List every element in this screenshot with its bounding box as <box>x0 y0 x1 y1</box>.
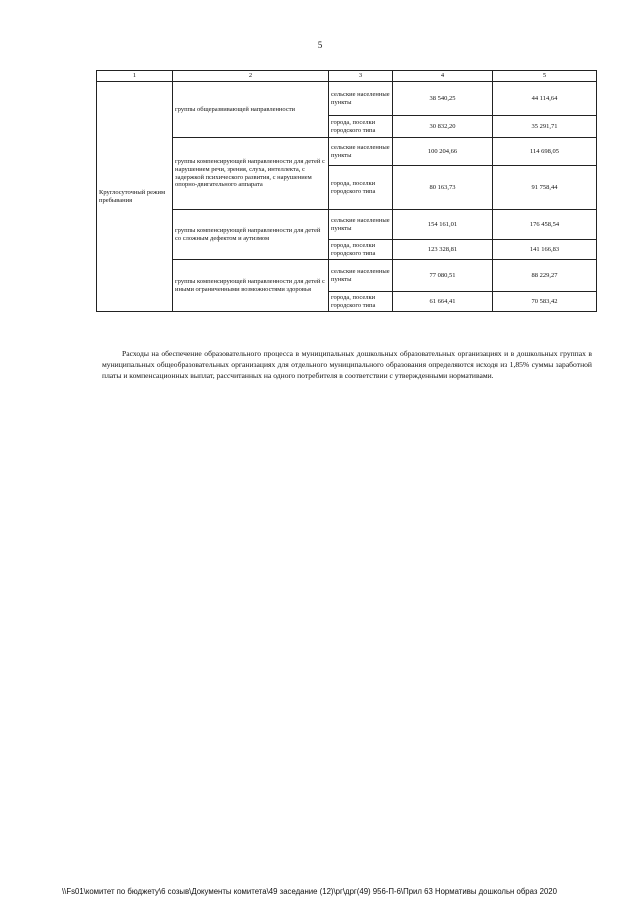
header-col-3: 3 <box>329 71 393 82</box>
header-col-5: 5 <box>493 71 597 82</box>
value-col5: 141 166,83 <box>493 240 597 260</box>
mode-cell: Круглосуточный режим пребывания <box>97 82 173 312</box>
value-col5: 44 114,64 <box>493 82 597 116</box>
value-col5: 114 698,05 <box>493 138 597 166</box>
header-col-4: 4 <box>393 71 493 82</box>
group-name: группы компенсирующей направленности для детей со сложным дефектом и аутизмом <box>173 210 329 260</box>
group-name: группы общеразвивающей направленности <box>173 82 329 138</box>
header-col-2: 2 <box>173 71 329 82</box>
norms-table <box>96 70 597 312</box>
locality-cell: сельские населенные пункты <box>329 210 393 240</box>
value-col5: 176 458,54 <box>493 210 597 240</box>
body-paragraph: Расходы на обеспечение образовательного процесса в муниципальных дошкольных образовательных организациях и в дошкольных группах в муниципальных общеобразовательных организациях для отдельного муниципального образования определяются исходя из 1,85% суммы заработной платы и компенсационных выплат, рассчитанных на одного потребителя в соответствии с утвержденными нормативами. <box>102 349 592 380</box>
value-col4: 77 080,51 <box>393 260 493 292</box>
locality-cell: города, поселки городского типа <box>329 166 393 210</box>
value-col4: 80 163,73 <box>393 166 493 210</box>
group-name: группы компенсирующей направленности для детей с иными ограниченными возможностями здоровья <box>173 260 329 312</box>
value-col4: 123 328,81 <box>393 240 493 260</box>
locality-cell: города, поселки городского типа <box>329 292 393 312</box>
group-name: группы компенсирующей направленности для детей с нарушением речи, зрения, слуха, интеллекта, с задержкой психического развития, с нарушением опорно-двигательного аппарата <box>173 138 329 210</box>
value-col5: 91 758,44 <box>493 166 597 210</box>
table-header-row <box>97 71 597 82</box>
value-col4: 154 161,01 <box>393 210 493 240</box>
locality-cell: сельские населенные пункты <box>329 260 393 292</box>
value-col4: 100 204,66 <box>393 138 493 166</box>
value-col5: 35 291,71 <box>493 116 597 138</box>
header-col-1: 1 <box>97 71 173 82</box>
locality-cell: сельские населенные пункты <box>329 138 393 166</box>
locality-cell: сельские населенные пункты <box>329 82 393 116</box>
table-row <box>97 82 597 116</box>
locality-cell: города, поселки городского типа <box>329 240 393 260</box>
value-col4: 61 664,41 <box>393 292 493 312</box>
footer-file-path: \\Fs01\комитет по бюджету\6 созыв\Документы комитета\49 заседание (12)\рг\дрг(49) 956-П-6\Прил 63 Нормативы дошкольн образ 2020 <box>62 887 557 896</box>
value-col4: 30 832,20 <box>393 116 493 138</box>
locality-cell: города, поселки городского типа <box>329 116 393 138</box>
value-col5: 70 583,42 <box>493 292 597 312</box>
page-number: 5 <box>317 40 323 50</box>
value-col4: 38 540,25 <box>393 82 493 116</box>
value-col5: 88 229,27 <box>493 260 597 292</box>
